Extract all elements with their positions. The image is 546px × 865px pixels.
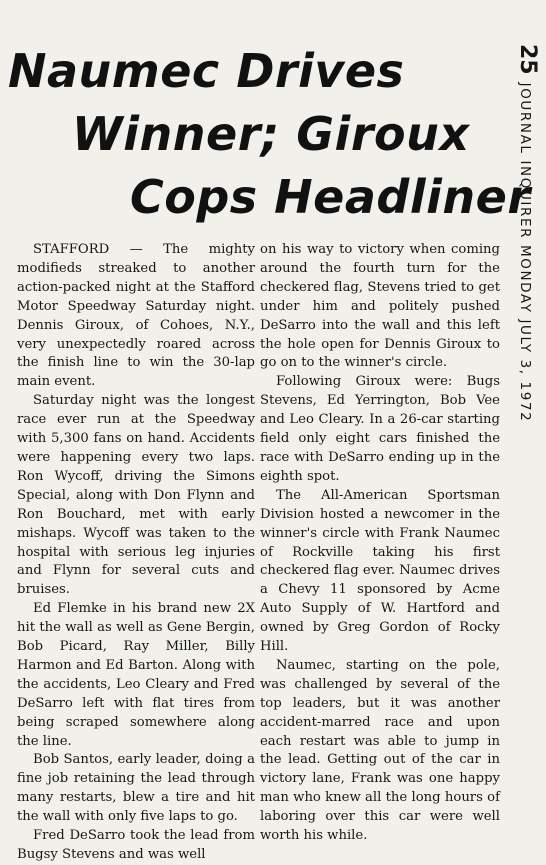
dateline-label: JOURNAL INQUIRER MONDAY JULY 3, 1972 xyxy=(517,82,533,423)
article-paragraph: Following Giroux were: Bugs Stevens, Ed Yerrington, Bob Vee and Leo Cleary. In a 26-car starting field only eight cars finished the race with DeSarro ending up in the eighth spot. xyxy=(260,374,500,484)
article-paragraph: on his way to victory when coming around the fourth turn for the checkered flag, Stevens tried to get under him and politely pushed DeSarro into the wall and this left the hole open for Dennis Giroux to go on to the winner's circle. xyxy=(260,242,500,371)
article-paragraph: The All-American Sportsman Division hosted a newcomer in the winner's circle with Frank Naumec of Rockville taking his first checkered flag ever. Naumec drives a Chevy 11 sponsored by Acme Auto Supply of W. Hartford and owned by Greg Gordon of Rocky Hill. xyxy=(260,487,500,655)
page-number: 25 xyxy=(515,44,540,75)
article-paragraph: Ed Flemke in his brand new 2X hit the wall as well as Gene Bergin, Bob Picard, Ray Miller, Billy Harmon and Ed Barton. Along with the accidents, Leo Cleary and Fred DeSarro left with flat tires from being scraped somewhere along the line. xyxy=(17,601,255,749)
article-paragraph: Naumec, starting on the pole, was challenged by several of the top leaders, but it was another accident-marred race and upon each restart was able to jump in the lead. Getting out of the car in victory lane, Frank was one happy man who knew all the long hours of laboring over this car were well worth his while. xyxy=(260,657,500,844)
article-paragraph: Bob Santos, early leader, doing a fine job retaining the lead through many restarts, blew a tire and hit the wall with only five laps to go. xyxy=(17,752,255,825)
article-column-right xyxy=(260,241,500,846)
article-paragraph: STAFFORD — The mighty modifieds streaked to another action-packed night at the Stafford Motor Speedway Saturday night. Dennis Giroux, of Cohoes, N.Y., very unexpectedly roared across the finish line to win the 30-lap main event. xyxy=(17,242,255,390)
article-paragraph: Saturday night was the longest race ever run at the Speedway with 5,300 fans on hand. Accidents were happening every two laps. Ron Wycoff, driving the Simons Special, along with Don Flynn and Ron Bouchard, met with early mishaps. Wycoff was taken to the hospital with serious leg injuries and Flynn for several cuts and bruises. xyxy=(17,393,255,598)
dateline-text-rotated xyxy=(515,44,540,422)
newspaper-dateline xyxy=(504,44,544,464)
headline-line-1: Naumec Drives xyxy=(8,44,405,98)
article-column-left xyxy=(17,241,255,865)
article-paragraph: Fred DeSarro took the lead from Bugsy Stevens and was well xyxy=(17,828,255,862)
headline-line-2: Winner; Giroux xyxy=(72,107,470,161)
headline-line-3: Cops Headliner xyxy=(130,170,531,224)
